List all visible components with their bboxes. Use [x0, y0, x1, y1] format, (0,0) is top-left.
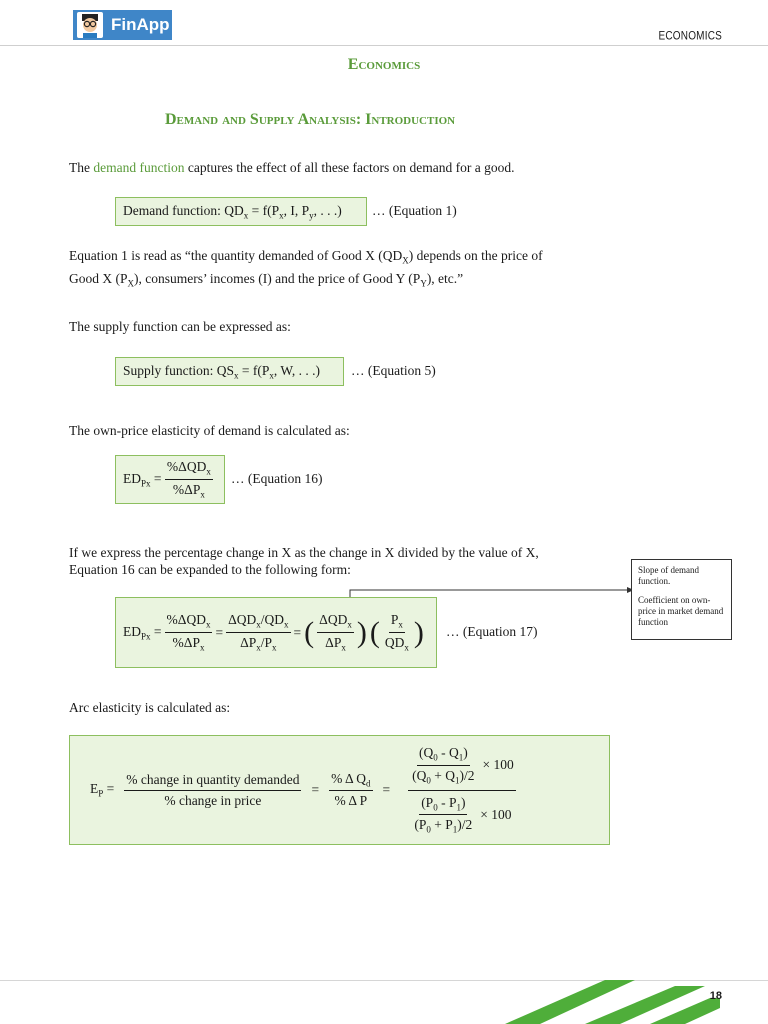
denominator: [383, 633, 411, 653]
denominator: % change in price: [164, 792, 262, 808]
text-span: Good X (P: [69, 270, 128, 286]
logo-text: FinApp: [111, 15, 170, 34]
subscript: d: [366, 778, 371, 789]
subscript: P: [98, 788, 104, 799]
arc-elasticity-box: [69, 735, 610, 845]
open-paren: (: [304, 615, 315, 649]
subscript: 1: [456, 802, 461, 813]
denominator: $\Delta P_x/P_x$: [240, 635, 277, 653]
equation-17-label: … (Equation 17): [446, 624, 538, 639]
equation-5-box: [115, 357, 344, 386]
side-note-text: Slope of demand function.: [638, 565, 699, 586]
text-span: E: [90, 781, 99, 797]
subscript: x: [398, 620, 403, 630]
equation-16-box: [115, 455, 225, 504]
text-span: %ΔQD: [166, 459, 207, 475]
subscript: 0: [433, 802, 438, 813]
fraction: [383, 612, 411, 652]
subscript: X: [127, 278, 135, 289]
text-span: + P: [430, 817, 453, 833]
numerator: [165, 612, 213, 633]
numerator: [417, 745, 470, 766]
equation-17-box: [115, 597, 437, 668]
section-title: Demand and Supply Analysis: Introduction: [165, 111, 456, 128]
paragraph-supply-function: The supply function can be expressed as:: [69, 319, 291, 334]
subscript: x: [404, 642, 409, 653]
text-span: ΔP: [325, 635, 342, 650]
equation-text: , I, P: [283, 203, 310, 218]
subscript: Px: [141, 478, 151, 489]
denominator: % Δ P: [334, 793, 368, 809]
subscript: 0: [426, 824, 431, 835]
open-paren: (: [369, 615, 380, 649]
text-span: ΔP: [240, 635, 257, 650]
side-note-box: [631, 559, 732, 640]
text-span: Equation 1 is read as “the quantity demanded of Good X (QD: [69, 248, 403, 263]
denominator: [171, 633, 207, 653]
text-span: - P: [437, 794, 457, 810]
text-span: ), etc.”: [426, 270, 464, 286]
paragraph-own-price-elasticity: The own-price elasticity of demand is calculated as:: [69, 423, 350, 438]
subscript: 0: [426, 775, 431, 786]
close-paren: ): [356, 615, 367, 649]
footer-green-stripes: [500, 978, 720, 1024]
page-title: Economics: [347, 56, 421, 73]
elasticity-symbol: $ED_{Px}$ =: [123, 623, 162, 642]
subscript: x: [256, 620, 261, 630]
paragraph-equation-1-reading: [69, 247, 543, 292]
subscript: Px: [141, 631, 151, 642]
text-span: )/2: [457, 817, 473, 833]
text-span: ) depends on the price of: [408, 248, 543, 263]
numerator: $\Delta QD_x/QD_x$: [226, 612, 290, 633]
denominator: [410, 766, 476, 786]
numerator: [329, 771, 372, 792]
logo-avatar-icon: [77, 12, 103, 38]
equals-sign: =: [215, 624, 224, 640]
subscript: 0: [433, 752, 438, 763]
text-span: ΔQD: [228, 612, 257, 628]
equation-16-label: … (Equation 16): [231, 471, 323, 486]
subscript: x: [341, 642, 346, 653]
text-span: ΔQD: [319, 612, 348, 628]
numerator: % change in quantity demanded: [124, 772, 301, 791]
subscript: x: [199, 642, 205, 653]
text-span: If we express the percentage change in X as the change in X divided by the value of X,: [69, 545, 539, 560]
text-span: % Δ Q: [331, 770, 367, 786]
subscript: x: [272, 642, 277, 653]
text-span: ): [460, 794, 466, 810]
equation-text: , . . .): [313, 203, 342, 218]
text-span: ED: [123, 623, 141, 639]
denominator: [171, 480, 207, 500]
numerator: [408, 745, 516, 790]
arc-elasticity-symbol: $E_P$ =: [90, 781, 115, 799]
text-span: (Q: [412, 767, 427, 783]
subscript: x: [256, 642, 261, 653]
text-span: ), consumers’ incomes (I) and the price of Good Y (P: [134, 270, 421, 286]
fraction: [317, 612, 354, 652]
numerator: [389, 612, 405, 633]
text-span: %ΔQD: [166, 612, 206, 628]
compound-fraction: [226, 612, 290, 652]
subscript: Y: [420, 278, 427, 289]
elasticity-symbol: $ED_{Px}$ =: [123, 470, 165, 489]
text-span: ): [463, 745, 468, 761]
text-span: (P: [414, 817, 427, 833]
subscript: 1: [452, 824, 458, 835]
subscript: x: [234, 370, 239, 381]
text-span: %ΔP: [172, 635, 200, 650]
subscript: x: [205, 620, 211, 630]
subscript: y: [309, 210, 314, 221]
text-span: (P: [421, 794, 434, 810]
equation-text: = f(P: [238, 363, 270, 378]
subscript: x: [206, 467, 211, 477]
big-fraction: [408, 745, 516, 835]
text-span: %ΔP: [172, 482, 201, 497]
denominator: [412, 815, 474, 835]
paragraph-demand-function: [69, 159, 514, 176]
side-note-text: Coefficient on own-price in market demand function: [638, 595, 724, 627]
subscript: x: [243, 210, 249, 221]
text-span: The: [69, 160, 94, 175]
fraction: [412, 795, 474, 835]
text-span: captures the effect of all these factors on demand for a good.: [184, 160, 515, 175]
times-100: × 100: [480, 806, 512, 822]
subscript: x: [269, 370, 274, 381]
fraction: [165, 459, 213, 499]
text-span: P: [390, 612, 399, 628]
equation-1-text: Demand function: QD: [123, 203, 244, 218]
equation-text: , W, . . .): [273, 363, 321, 378]
text-span: + Q: [430, 767, 456, 783]
paragraph-expansion: [69, 544, 539, 578]
subscript: x: [200, 489, 205, 500]
text-span: P: [264, 635, 273, 650]
numerator: [317, 612, 354, 633]
header-divider: [0, 45, 768, 46]
fraction: [165, 612, 213, 652]
highlight-term: demand function: [93, 160, 185, 175]
equation-5-label: … (Equation 5): [351, 363, 436, 378]
subscript: x: [279, 210, 284, 221]
text-span: QD: [264, 612, 285, 628]
equals-sign: =: [311, 782, 320, 797]
text-span: - Q: [437, 745, 459, 761]
denominator: [323, 633, 348, 653]
page-number: 18: [709, 990, 722, 1002]
equation-5-text: Supply function: QS: [123, 363, 235, 378]
equals-sign: =: [382, 782, 391, 797]
fraction: [124, 772, 301, 809]
fraction: [410, 745, 476, 785]
times-100: × 100: [482, 757, 514, 773]
subscript: x: [284, 620, 289, 630]
text-span: (Q: [418, 745, 434, 761]
text-span: QD: [384, 635, 405, 650]
close-paren: ): [413, 615, 424, 649]
text-span: )/2: [459, 767, 475, 783]
equation-text: = f(P: [248, 203, 280, 218]
text-span: ED: [123, 470, 141, 486]
numerator: [165, 459, 213, 480]
equation-1-label: … (Equation 1): [372, 203, 457, 218]
subscript: 1: [455, 775, 460, 786]
header-section-label: ECONOMICS: [658, 30, 722, 43]
denominator: [410, 791, 513, 835]
subscript: x: [347, 620, 352, 630]
equals-sign: =: [293, 624, 302, 640]
equation-1-box: [115, 197, 367, 226]
subscript: 1: [458, 752, 464, 763]
numerator: [419, 795, 467, 816]
finapp-logo: [73, 10, 172, 40]
subscript: X: [402, 255, 409, 266]
fraction: [329, 771, 372, 810]
paragraph-arc-elasticity: Arc elasticity is calculated as:: [69, 700, 231, 715]
text-span: Equation 16 can be expanded to the following form:: [69, 562, 351, 577]
